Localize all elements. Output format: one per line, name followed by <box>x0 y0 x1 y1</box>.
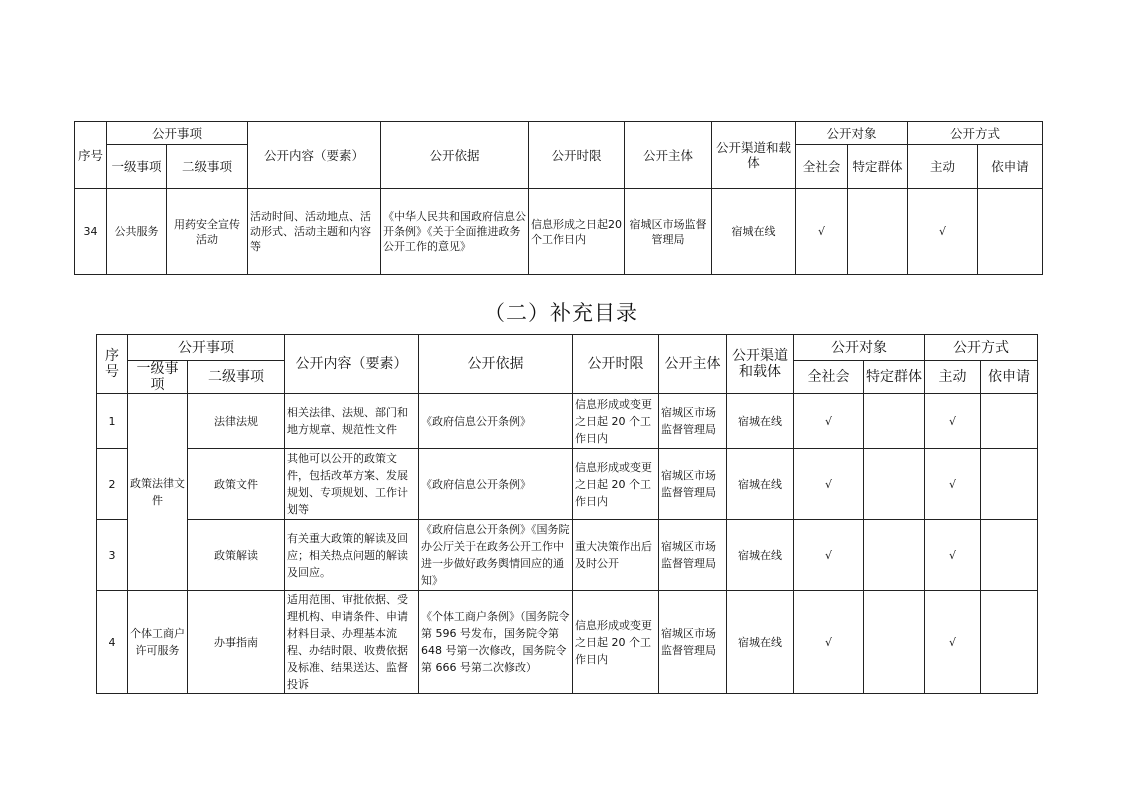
row-apply <box>981 449 1038 520</box>
row-level1: 政策法律文件 <box>128 394 188 591</box>
row-level2: 法律法规 <box>188 394 285 449</box>
row-seq: 3 <box>97 520 128 591</box>
row-seq: 2 <box>97 449 128 520</box>
header-all-society: 全社会 <box>796 145 848 189</box>
row-apply <box>978 189 1043 275</box>
table-row <box>97 394 1038 449</box>
row-content: 其他可以公开的政策文件，包括改革方案、发展规划、专项规划、工作计划等 <box>285 449 419 520</box>
main-catalog-table <box>74 121 1043 275</box>
header-level2: 二级事项 <box>167 145 248 189</box>
header-subject: 公开主体 <box>625 122 712 189</box>
header-active: 主动 <box>925 361 981 394</box>
row-apply <box>981 591 1038 694</box>
header-seq: 序号 <box>75 122 107 189</box>
row-all-society: √ <box>794 591 864 694</box>
row-specific-group <box>864 520 925 591</box>
row-channel: 宿城在线 <box>727 591 794 694</box>
row-all-society: √ <box>794 394 864 449</box>
row-basis: 《中华人民共和国政府信息公开条例》《关于全面推进政务公开工作的意见》 <box>381 189 529 275</box>
header-level1: 一级事项 <box>128 361 188 394</box>
header-audience: 公开对象 <box>796 122 908 145</box>
header-time: 公开时限 <box>529 122 625 189</box>
header-time: 公开时限 <box>573 335 659 394</box>
row-time: 信息形成或变更之日起 20 个工作日内 <box>573 394 659 449</box>
header-channel: 公开渠道和载体 <box>712 122 796 189</box>
row-specific-group <box>848 189 908 275</box>
header-method: 公开方式 <box>925 335 1038 361</box>
row-level1: 公共服务 <box>107 189 167 275</box>
supplementary-catalog-table <box>96 334 1038 694</box>
header-all-society: 全社会 <box>794 361 864 394</box>
row-level2: 政策解读 <box>188 520 285 591</box>
row-all-society: √ <box>796 189 848 275</box>
row-active: √ <box>925 520 981 591</box>
row-specific-group <box>864 449 925 520</box>
row-content: 有关重大政策的解读及回应；相关热点问题的解读及回应。 <box>285 520 419 591</box>
row-apply <box>981 394 1038 449</box>
header-level2: 二级事项 <box>188 361 285 394</box>
row-channel: 宿城在线 <box>727 449 794 520</box>
header-basis: 公开依据 <box>419 335 573 394</box>
header-active: 主动 <box>908 145 978 189</box>
header-apply: 依申请 <box>981 361 1038 394</box>
row-time: 重大决策作出后及时公开 <box>573 520 659 591</box>
row-all-society: √ <box>794 520 864 591</box>
row-channel: 宿城在线 <box>712 189 796 275</box>
header-seq: 序号 <box>97 335 128 394</box>
row-active: √ <box>925 591 981 694</box>
table-row <box>97 449 1038 520</box>
row-channel: 宿城在线 <box>727 520 794 591</box>
row-content: 相关法律、法规、部门和地方规章、规范性文件 <box>285 394 419 449</box>
row-active: √ <box>908 189 978 275</box>
row-subject: 宿城区市场监督管理局 <box>659 449 727 520</box>
header-basis: 公开依据 <box>381 122 529 189</box>
row-level2: 政策文件 <box>188 449 285 520</box>
row-subject: 宿城区市场监督管理局 <box>659 520 727 591</box>
header-content: 公开内容（要素） <box>285 335 419 394</box>
header-level1: 一级事项 <box>107 145 167 189</box>
row-seq: 1 <box>97 394 128 449</box>
header-apply: 依申请 <box>978 145 1043 189</box>
header-channel: 公开渠道和载体 <box>727 335 794 394</box>
row-subject: 宿城区市场监督管理局 <box>659 591 727 694</box>
section-title: （二）补充目录 <box>484 301 638 325</box>
header-matter: 公开事项 <box>107 122 248 145</box>
row-level2: 用药安全宣传活动 <box>167 189 248 275</box>
row-time: 信息形成或变更之日起 20 个工作日内 <box>573 449 659 520</box>
row-subject: 宿城区市场监督管理局 <box>659 394 727 449</box>
header-content: 公开内容（要素） <box>248 122 381 189</box>
header-specific-group: 特定群体 <box>848 145 908 189</box>
table-row <box>97 520 1038 591</box>
row-seq: 34 <box>75 189 107 275</box>
row-specific-group <box>864 591 925 694</box>
row-basis: 《政府信息公开条例》 <box>419 449 573 520</box>
row-active: √ <box>925 394 981 449</box>
table-row <box>75 189 1043 275</box>
row-time: 信息形成之日起20个工作日内 <box>529 189 625 275</box>
header-method: 公开方式 <box>908 122 1043 145</box>
row-seq: 4 <box>97 591 128 694</box>
row-all-society: √ <box>794 449 864 520</box>
table-row <box>97 591 1038 694</box>
row-specific-group <box>864 394 925 449</box>
row-content: 活动时间、活动地点、活动形式、活动主题和内容等 <box>248 189 381 275</box>
row-time: 信息形成或变更之日起 20 个工作日内 <box>573 591 659 694</box>
row-apply <box>981 520 1038 591</box>
header-audience: 公开对象 <box>794 335 925 361</box>
header-matter: 公开事项 <box>128 335 285 361</box>
row-basis: 《政府信息公开条例》《国务院办公厅关于在政务公开工作中进一步做好政务舆情回应的通知》 <box>419 520 573 591</box>
row-level1: 个体工商户许可服务 <box>128 591 188 694</box>
row-basis: 《政府信息公开条例》 <box>419 394 573 449</box>
row-channel: 宿城在线 <box>727 394 794 449</box>
row-basis: 《个体工商户条例》（国务院令第 596 号发布，国务院令第 648 号第一次修改，国务院令第 666 号第二次修改） <box>419 591 573 694</box>
row-level2: 办事指南 <box>188 591 285 694</box>
row-content: 适用范围、审批依据、受理机构、申请条件、申请材料目录、办理基本流程、办结时限、收费依据及标准、结果送达、监督投诉 <box>285 591 419 694</box>
row-active: √ <box>925 449 981 520</box>
row-subject: 宿城区市场监督管理局 <box>625 189 712 275</box>
header-specific-group: 特定群体 <box>864 361 925 394</box>
header-subject: 公开主体 <box>659 335 727 394</box>
